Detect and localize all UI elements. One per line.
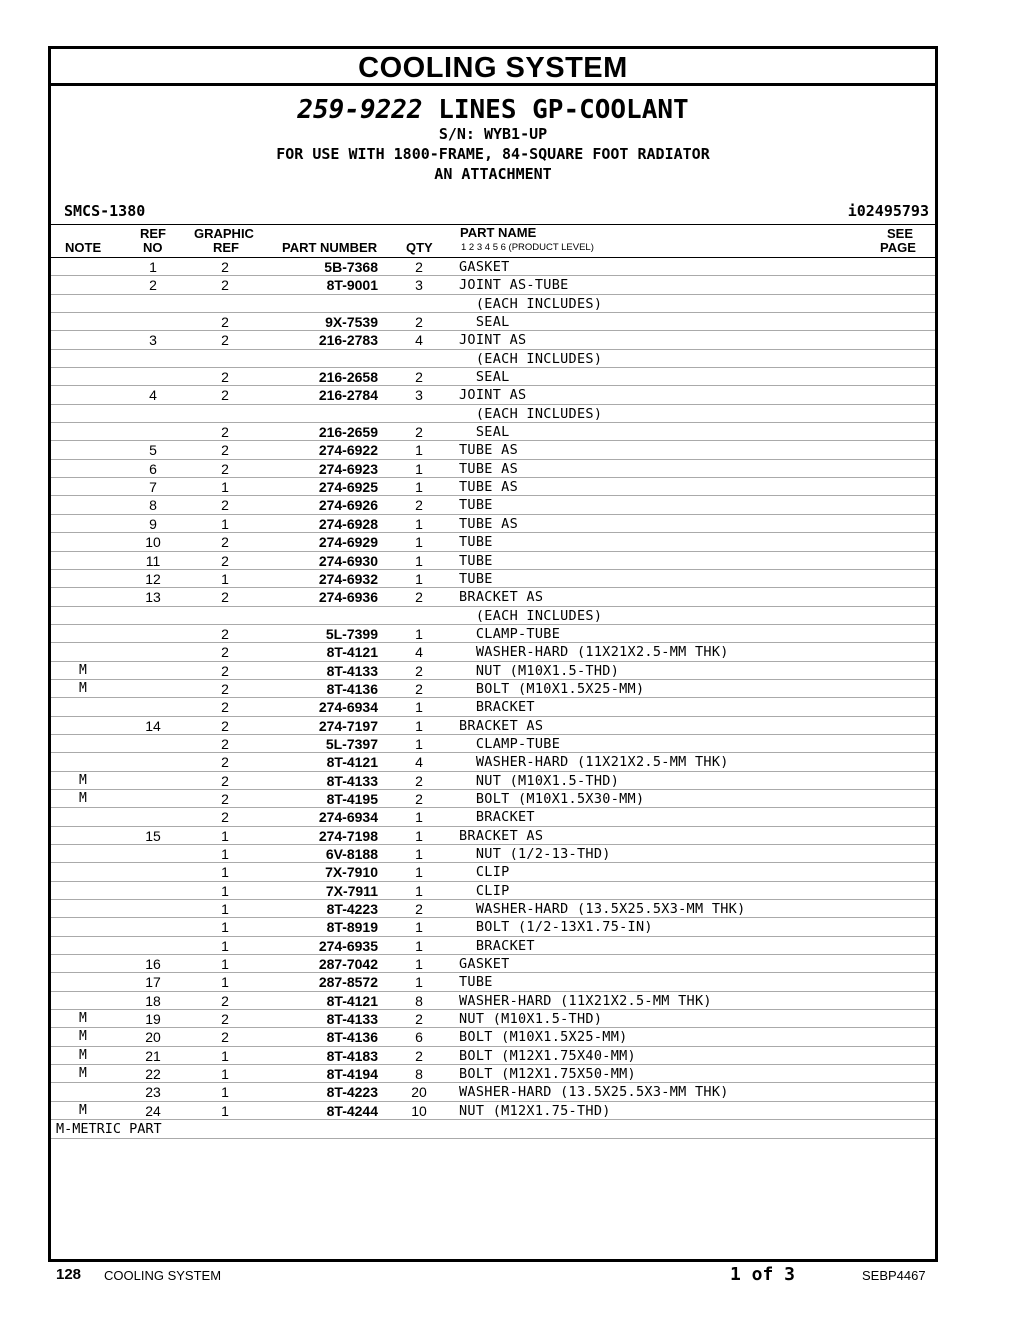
part-name-cell: WASHER-HARD (11X21X2.5-MM THK) bbox=[459, 992, 712, 1009]
table-row bbox=[51, 368, 935, 386]
qty-cell: 2 bbox=[415, 259, 423, 275]
part-number-cell: 8T-4136 bbox=[326, 680, 378, 697]
parts-page-frame bbox=[48, 46, 938, 1262]
table-row bbox=[51, 441, 935, 459]
graphic-ref-cell: 2 bbox=[221, 790, 229, 807]
qty-cell: 1 bbox=[415, 937, 423, 954]
table-row bbox=[51, 918, 935, 936]
qty-cell: 3 bbox=[415, 387, 423, 404]
part-number-cell: 216-2784 bbox=[318, 387, 378, 404]
col-note: NOTE bbox=[65, 240, 102, 255]
part-number-cell: 8T-4133 bbox=[326, 772, 378, 789]
graphic-ref-cell: 1 bbox=[221, 1084, 229, 1101]
part-name-cell: CLAMP-TUBE bbox=[459, 735, 561, 752]
part-name-cell: BOLT (M10X1.5X30-MM) bbox=[459, 790, 645, 807]
part-number-cell: 5L-7399 bbox=[325, 625, 378, 642]
qty-cell: 1 bbox=[415, 534, 423, 551]
graphic-ref-cell: 1 bbox=[221, 479, 229, 496]
part-name-cell: CLAMP-TUBE bbox=[459, 625, 561, 642]
part-name-cell: (EACH INCLUDES) bbox=[459, 405, 603, 422]
footer-section: COOLING SYSTEM bbox=[104, 1268, 222, 1283]
qty-cell: 8 bbox=[415, 1066, 423, 1083]
part-name-cell: BOLT (M10X1.5X25-MM) bbox=[459, 1029, 628, 1046]
table-row bbox=[51, 937, 935, 955]
col-graphic-bottom: REF bbox=[213, 240, 239, 255]
table-row bbox=[51, 405, 935, 423]
ref-no-cell: 22 bbox=[145, 1066, 161, 1083]
graphic-ref-cell: 1 bbox=[221, 919, 229, 936]
part-number-cell: 8T-4121 bbox=[326, 754, 378, 771]
part-name-cell: NUT (M12X1.75-THD) bbox=[459, 1102, 611, 1119]
qty-cell: 1 bbox=[415, 625, 423, 642]
serial-range: S/N: WYB1-UP bbox=[438, 125, 548, 143]
table-row bbox=[51, 790, 935, 808]
qty-cell: 1 bbox=[415, 956, 423, 973]
part-number-cell: 274-6935 bbox=[318, 937, 378, 954]
part-name-cell: TUBE bbox=[459, 552, 493, 569]
qty-cell: 10 bbox=[411, 1102, 427, 1119]
qty-cell: 1 bbox=[415, 735, 423, 752]
note-cell: M bbox=[79, 1011, 87, 1027]
qty-cell: 2 bbox=[415, 369, 423, 386]
note-cell: M bbox=[79, 772, 87, 788]
ref-no-cell: 12 bbox=[145, 570, 161, 587]
part-name-cell: CLIP bbox=[459, 864, 510, 881]
graphic-ref-cell: 1 bbox=[221, 864, 229, 881]
qty-cell: 2 bbox=[415, 662, 423, 679]
part-number-cell: 274-6929 bbox=[318, 534, 378, 551]
part-number-cell: 9X-7539 bbox=[325, 314, 378, 331]
table-row bbox=[51, 1083, 935, 1101]
graphic-ref-cell: 2 bbox=[221, 809, 229, 826]
smcs-code: SMCS-1380 bbox=[64, 202, 146, 220]
part-name-cell: JOINT AS-TUBE bbox=[459, 277, 569, 294]
sheet-indicator: 1 of 3 bbox=[730, 1264, 796, 1285]
qty-cell: 1 bbox=[415, 479, 423, 496]
part-name-cell: SEAL bbox=[459, 314, 510, 331]
graphic-ref-cell: 2 bbox=[221, 699, 229, 716]
page-footer bbox=[0, 1264, 1020, 1288]
part-number-cell: 274-6936 bbox=[318, 589, 378, 606]
graphic-ref-cell: 1 bbox=[221, 974, 229, 991]
qty-cell: 1 bbox=[415, 515, 423, 532]
ref-no-cell: 23 bbox=[145, 1084, 161, 1101]
part-number-cell: 6V-8188 bbox=[325, 846, 378, 862]
ref-no-cell: 8 bbox=[149, 497, 157, 514]
column-headers bbox=[51, 225, 935, 258]
graphic-ref-cell: 2 bbox=[221, 497, 229, 514]
qty-cell: 2 bbox=[415, 772, 423, 789]
part-name-cell: (EACH INCLUDES) bbox=[459, 295, 603, 312]
table-row bbox=[51, 276, 935, 294]
ref-no-cell: 24 bbox=[145, 1102, 161, 1119]
part-name-cell: TUBE bbox=[459, 497, 493, 514]
part-name-cell: WASHER-HARD (11X21X2.5-MM THK) bbox=[459, 644, 729, 661]
part-number-cell: 8T-9001 bbox=[326, 277, 378, 294]
qty-cell: 2 bbox=[415, 901, 423, 918]
graphic-ref-cell: 2 bbox=[221, 332, 229, 349]
table-row bbox=[51, 625, 935, 643]
group-title bbox=[51, 96, 935, 124]
table-row bbox=[51, 900, 935, 918]
part-name-cell: CLIP bbox=[459, 882, 510, 899]
ref-no-cell: 18 bbox=[145, 992, 161, 1009]
group-header bbox=[51, 96, 935, 225]
part-number-cell: 8T-4195 bbox=[326, 790, 378, 807]
part-number-cell: 8T-4183 bbox=[326, 1047, 378, 1064]
part-number-cell: 5L-7397 bbox=[325, 735, 378, 752]
part-number-cell: 216-2658 bbox=[318, 369, 378, 386]
part-number-cell: 8T-4121 bbox=[326, 992, 378, 1009]
ref-no-cell: 1 bbox=[149, 259, 157, 275]
graphic-ref-cell: 2 bbox=[221, 735, 229, 752]
table-row bbox=[51, 698, 935, 716]
qty-cell: 8 bbox=[415, 992, 423, 1009]
ref-no-cell: 10 bbox=[145, 534, 161, 551]
part-name-cell: BRACKET bbox=[459, 699, 535, 716]
part-name-cell: (EACH INCLUDES) bbox=[459, 350, 603, 367]
graphic-ref-cell: 2 bbox=[221, 754, 229, 771]
usage-line-1: FOR USE WITH 1800-FRAME, 84-SQUARE FOOT RADIATOR bbox=[276, 145, 710, 163]
table-row bbox=[51, 607, 935, 625]
col-part-name: PART NAME bbox=[460, 225, 537, 240]
graphic-ref-cell: 2 bbox=[221, 717, 229, 734]
part-number-cell: 7X-7910 bbox=[325, 864, 378, 881]
table-row bbox=[51, 680, 935, 698]
table-row bbox=[51, 753, 935, 771]
part-number-cell: 274-6934 bbox=[318, 809, 378, 826]
qty-cell: 6 bbox=[415, 1029, 423, 1046]
ref-no-cell: 11 bbox=[145, 552, 161, 569]
table-row bbox=[51, 662, 935, 680]
graphic-ref-cell: 2 bbox=[221, 589, 229, 606]
ref-no-cell: 9 bbox=[149, 515, 157, 532]
ref-no-cell: 17 bbox=[145, 974, 161, 991]
part-name-cell: BOLT (M12X1.75X50-MM) bbox=[459, 1066, 636, 1083]
qty-cell: 2 bbox=[415, 1011, 423, 1028]
qty-cell: 1 bbox=[415, 552, 423, 569]
part-number-cell: 8T-4133 bbox=[326, 662, 378, 679]
table-row bbox=[51, 552, 935, 570]
part-number-cell: 274-6925 bbox=[318, 479, 378, 496]
part-number-cell: 7X-7911 bbox=[325, 882, 378, 899]
qty-cell: 1 bbox=[415, 919, 423, 936]
col-product-level: 1 2 3 4 5 6 (PRODUCT LEVEL) bbox=[461, 242, 594, 253]
qty-cell: 20 bbox=[411, 1084, 427, 1101]
part-name-cell: NUT (M10X1.5-THD) bbox=[459, 1011, 603, 1028]
graphic-ref-cell: 2 bbox=[221, 442, 229, 459]
col-part-number: PART NUMBER bbox=[282, 240, 378, 255]
part-number-cell: 274-6923 bbox=[318, 460, 378, 477]
part-number-cell: 274-7198 bbox=[318, 827, 378, 844]
table-row bbox=[51, 992, 935, 1010]
qty-cell: 4 bbox=[415, 644, 423, 661]
graphic-ref-cell: 2 bbox=[221, 460, 229, 477]
part-number-cell: 274-6926 bbox=[318, 497, 378, 514]
part-number-cell: 274-6930 bbox=[318, 552, 378, 569]
part-number-cell: 216-2659 bbox=[318, 424, 378, 441]
illustration-id: i02495793 bbox=[847, 202, 929, 220]
part-name-cell: SEAL bbox=[459, 369, 510, 386]
table-row bbox=[51, 863, 935, 881]
footnote: M-METRIC PART bbox=[51, 1120, 935, 1139]
note-cell: M bbox=[79, 662, 87, 678]
graphic-ref-cell: 2 bbox=[221, 662, 229, 679]
part-name-cell: BRACKET AS bbox=[459, 717, 544, 734]
table-row bbox=[51, 460, 935, 478]
ref-no-cell: 13 bbox=[145, 589, 161, 606]
document-id: SEBP4467 bbox=[862, 1268, 926, 1283]
qty-cell: 3 bbox=[415, 277, 423, 294]
qty-cell: 1 bbox=[415, 699, 423, 716]
part-number-cell: 5B-7368 bbox=[324, 259, 378, 275]
qty-cell: 1 bbox=[415, 974, 423, 991]
graphic-ref-cell: 2 bbox=[221, 1029, 229, 1046]
qty-cell: 1 bbox=[415, 846, 423, 862]
ref-no-cell: 3 bbox=[149, 332, 157, 349]
graphic-ref-cell: 2 bbox=[221, 369, 229, 386]
graphic-ref-cell: 1 bbox=[221, 570, 229, 587]
part-name-cell: BOLT (M12X1.75X40-MM) bbox=[459, 1047, 636, 1064]
part-number-cell: 274-6934 bbox=[318, 699, 378, 716]
graphic-ref-cell: 2 bbox=[221, 992, 229, 1009]
table-row bbox=[51, 845, 935, 863]
qty-cell: 2 bbox=[415, 424, 423, 441]
table-row bbox=[51, 313, 935, 331]
part-name-cell: JOINT AS bbox=[459, 332, 527, 349]
col-ref-top: REF bbox=[140, 226, 166, 241]
graphic-ref-cell: 2 bbox=[221, 1011, 229, 1028]
table-row bbox=[51, 882, 935, 900]
table-row bbox=[51, 496, 935, 514]
note-cell: M bbox=[79, 1029, 87, 1045]
table-row bbox=[51, 643, 935, 661]
qty-cell: 2 bbox=[415, 1047, 423, 1064]
ref-no-cell: 21 bbox=[145, 1047, 161, 1064]
qty-cell: 2 bbox=[415, 497, 423, 514]
qty-cell: 2 bbox=[415, 314, 423, 331]
graphic-ref-cell: 2 bbox=[221, 259, 229, 275]
table-row bbox=[51, 295, 935, 313]
part-number-cell: 287-7042 bbox=[318, 956, 378, 973]
ref-no-cell: 14 bbox=[145, 717, 161, 734]
qty-cell: 1 bbox=[415, 864, 423, 881]
graphic-ref-cell: 2 bbox=[221, 534, 229, 551]
graphic-ref-cell: 1 bbox=[221, 1047, 229, 1064]
table-row bbox=[51, 772, 935, 790]
qty-cell: 1 bbox=[415, 460, 423, 477]
usage-line-2: AN ATTACHMENT bbox=[434, 165, 552, 183]
part-number-cell: 274-6932 bbox=[318, 570, 378, 587]
table-row bbox=[51, 955, 935, 973]
table-row bbox=[51, 258, 935, 276]
part-name-cell: TUBE AS bbox=[459, 515, 518, 532]
note-cell: M bbox=[79, 790, 87, 806]
table-row bbox=[51, 423, 935, 441]
graphic-ref-cell: 2 bbox=[221, 772, 229, 789]
graphic-ref-cell: 2 bbox=[221, 314, 229, 331]
part-number-cell: 8T-4244 bbox=[326, 1102, 378, 1119]
ref-no-cell: 5 bbox=[149, 442, 157, 459]
graphic-ref-cell: 1 bbox=[221, 846, 229, 862]
part-number-cell: 8T-4223 bbox=[326, 1084, 378, 1101]
qty-cell: 1 bbox=[415, 827, 423, 844]
ref-no-cell: 2 bbox=[149, 277, 157, 294]
part-name-cell: BOLT (1/2-13X1.75-IN) bbox=[459, 919, 653, 936]
table-row bbox=[51, 588, 935, 606]
part-name-cell: WASHER-HARD (11X21X2.5-MM THK) bbox=[459, 754, 729, 771]
col-see-bottom: PAGE bbox=[880, 240, 916, 255]
table-row bbox=[51, 808, 935, 826]
col-see-top: SEE bbox=[887, 226, 914, 241]
part-name-cell: BRACKET AS bbox=[459, 827, 544, 844]
col-ref-bottom: NO bbox=[143, 240, 163, 255]
col-qty: QTY bbox=[406, 240, 433, 255]
graphic-ref-cell: 1 bbox=[221, 956, 229, 973]
table-row bbox=[51, 735, 935, 753]
page-number: 128 bbox=[56, 1266, 82, 1283]
ref-no-cell: 6 bbox=[149, 460, 157, 477]
ref-no-cell: 20 bbox=[145, 1029, 161, 1046]
graphic-ref-cell: 2 bbox=[221, 625, 229, 642]
part-name-cell: BRACKET bbox=[459, 809, 535, 826]
graphic-ref-cell: 2 bbox=[221, 552, 229, 569]
part-name-cell: TUBE AS bbox=[459, 479, 518, 496]
part-name-cell: TUBE bbox=[459, 570, 493, 587]
qty-cell: 4 bbox=[415, 332, 423, 349]
part-name-cell: NUT (M10X1.5-THD) bbox=[459, 662, 620, 679]
table-row bbox=[51, 478, 935, 496]
table-row bbox=[51, 1047, 935, 1065]
table-row bbox=[51, 1028, 935, 1046]
part-name-cell: GASKET bbox=[459, 956, 510, 973]
part-name-cell: TUBE AS bbox=[459, 460, 518, 477]
table-row bbox=[51, 533, 935, 551]
graphic-ref-cell: 2 bbox=[221, 387, 229, 404]
note-cell: M bbox=[79, 1047, 87, 1063]
table-row bbox=[51, 331, 935, 349]
table-row bbox=[51, 350, 935, 368]
part-number-cell: 274-6928 bbox=[318, 515, 378, 532]
part-number-cell: 216-2783 bbox=[318, 332, 378, 349]
part-number-cell: 8T-4194 bbox=[326, 1066, 378, 1083]
part-name-cell: SEAL bbox=[459, 424, 510, 441]
part-number-cell: 8T-4133 bbox=[326, 1011, 378, 1028]
part-number-cell: 274-7197 bbox=[318, 717, 378, 734]
qty-cell: 1 bbox=[415, 809, 423, 826]
part-number-cell: 8T-4121 bbox=[326, 644, 378, 661]
qty-cell: 2 bbox=[415, 589, 423, 606]
ref-no-cell: 4 bbox=[149, 387, 157, 404]
qty-cell: 1 bbox=[415, 717, 423, 734]
graphic-ref-cell: 2 bbox=[221, 644, 229, 661]
table-row bbox=[51, 1065, 935, 1083]
graphic-ref-cell: 1 bbox=[221, 1102, 229, 1119]
part-name-cell: (EACH INCLUDES) bbox=[459, 607, 603, 624]
qty-cell: 1 bbox=[415, 882, 423, 899]
col-graphic-top: GRAPHIC bbox=[194, 226, 254, 241]
part-name-cell: TUBE bbox=[459, 534, 493, 551]
section-title: COOLING SYSTEM bbox=[51, 49, 935, 86]
graphic-ref-cell: 1 bbox=[221, 515, 229, 532]
part-name-cell: BRACKET bbox=[459, 937, 535, 954]
graphic-ref-cell: 1 bbox=[221, 827, 229, 844]
group-part-number: 259-9222 bbox=[297, 95, 423, 125]
graphic-ref-cell: 1 bbox=[221, 882, 229, 899]
graphic-ref-cell: 2 bbox=[221, 277, 229, 294]
part-name-cell: TUBE AS bbox=[459, 442, 518, 459]
ref-no-cell: 15 bbox=[145, 827, 161, 844]
table-row bbox=[51, 827, 935, 845]
ref-no-cell: 19 bbox=[145, 1011, 161, 1028]
table-row bbox=[51, 1010, 935, 1028]
part-name-cell: WASHER-HARD (13.5X25.5X3-MM THK) bbox=[459, 1084, 729, 1101]
part-number-cell: 274-6922 bbox=[318, 442, 378, 459]
graphic-ref-cell: 1 bbox=[221, 937, 229, 954]
ref-no-cell: 7 bbox=[149, 479, 157, 496]
part-number-cell: 8T-8919 bbox=[326, 919, 378, 936]
qty-cell: 1 bbox=[415, 442, 423, 459]
part-name-cell: TUBE bbox=[459, 974, 493, 991]
parts-list bbox=[51, 258, 935, 1120]
table-row bbox=[51, 973, 935, 991]
group-name: LINES GP-COOLANT bbox=[438, 95, 689, 125]
table-row bbox=[51, 386, 935, 404]
graphic-ref-cell: 1 bbox=[221, 1066, 229, 1083]
part-name-cell: GASKET bbox=[459, 259, 510, 275]
qty-cell: 4 bbox=[415, 754, 423, 771]
part-number-cell: 8T-4223 bbox=[326, 901, 378, 918]
graphic-ref-cell: 1 bbox=[221, 901, 229, 918]
note-cell: M bbox=[79, 1102, 87, 1118]
part-name-cell: NUT (M10X1.5-THD) bbox=[459, 772, 620, 789]
ref-no-cell: 16 bbox=[145, 956, 161, 973]
part-number-cell: 8T-4136 bbox=[326, 1029, 378, 1046]
part-name-cell: NUT (1/2-13-THD) bbox=[459, 846, 611, 862]
graphic-ref-cell: 2 bbox=[221, 424, 229, 441]
part-number-cell: 287-8572 bbox=[318, 974, 378, 991]
qty-cell: 1 bbox=[415, 570, 423, 587]
note-cell: M bbox=[79, 1066, 87, 1082]
qty-cell: 2 bbox=[415, 790, 423, 807]
table-row bbox=[51, 515, 935, 533]
qty-cell: 2 bbox=[415, 680, 423, 697]
part-name-cell: WASHER-HARD (13.5X25.5X3-MM THK) bbox=[459, 901, 746, 918]
note-cell: M bbox=[79, 680, 87, 696]
table-row bbox=[51, 1102, 935, 1120]
part-name-cell: JOINT AS bbox=[459, 387, 527, 404]
graphic-ref-cell: 2 bbox=[221, 680, 229, 697]
part-name-cell: BRACKET AS bbox=[459, 589, 544, 606]
table-row bbox=[51, 570, 935, 588]
part-name-cell: BOLT (M10X1.5X25-MM) bbox=[459, 680, 645, 697]
table-row bbox=[51, 717, 935, 735]
